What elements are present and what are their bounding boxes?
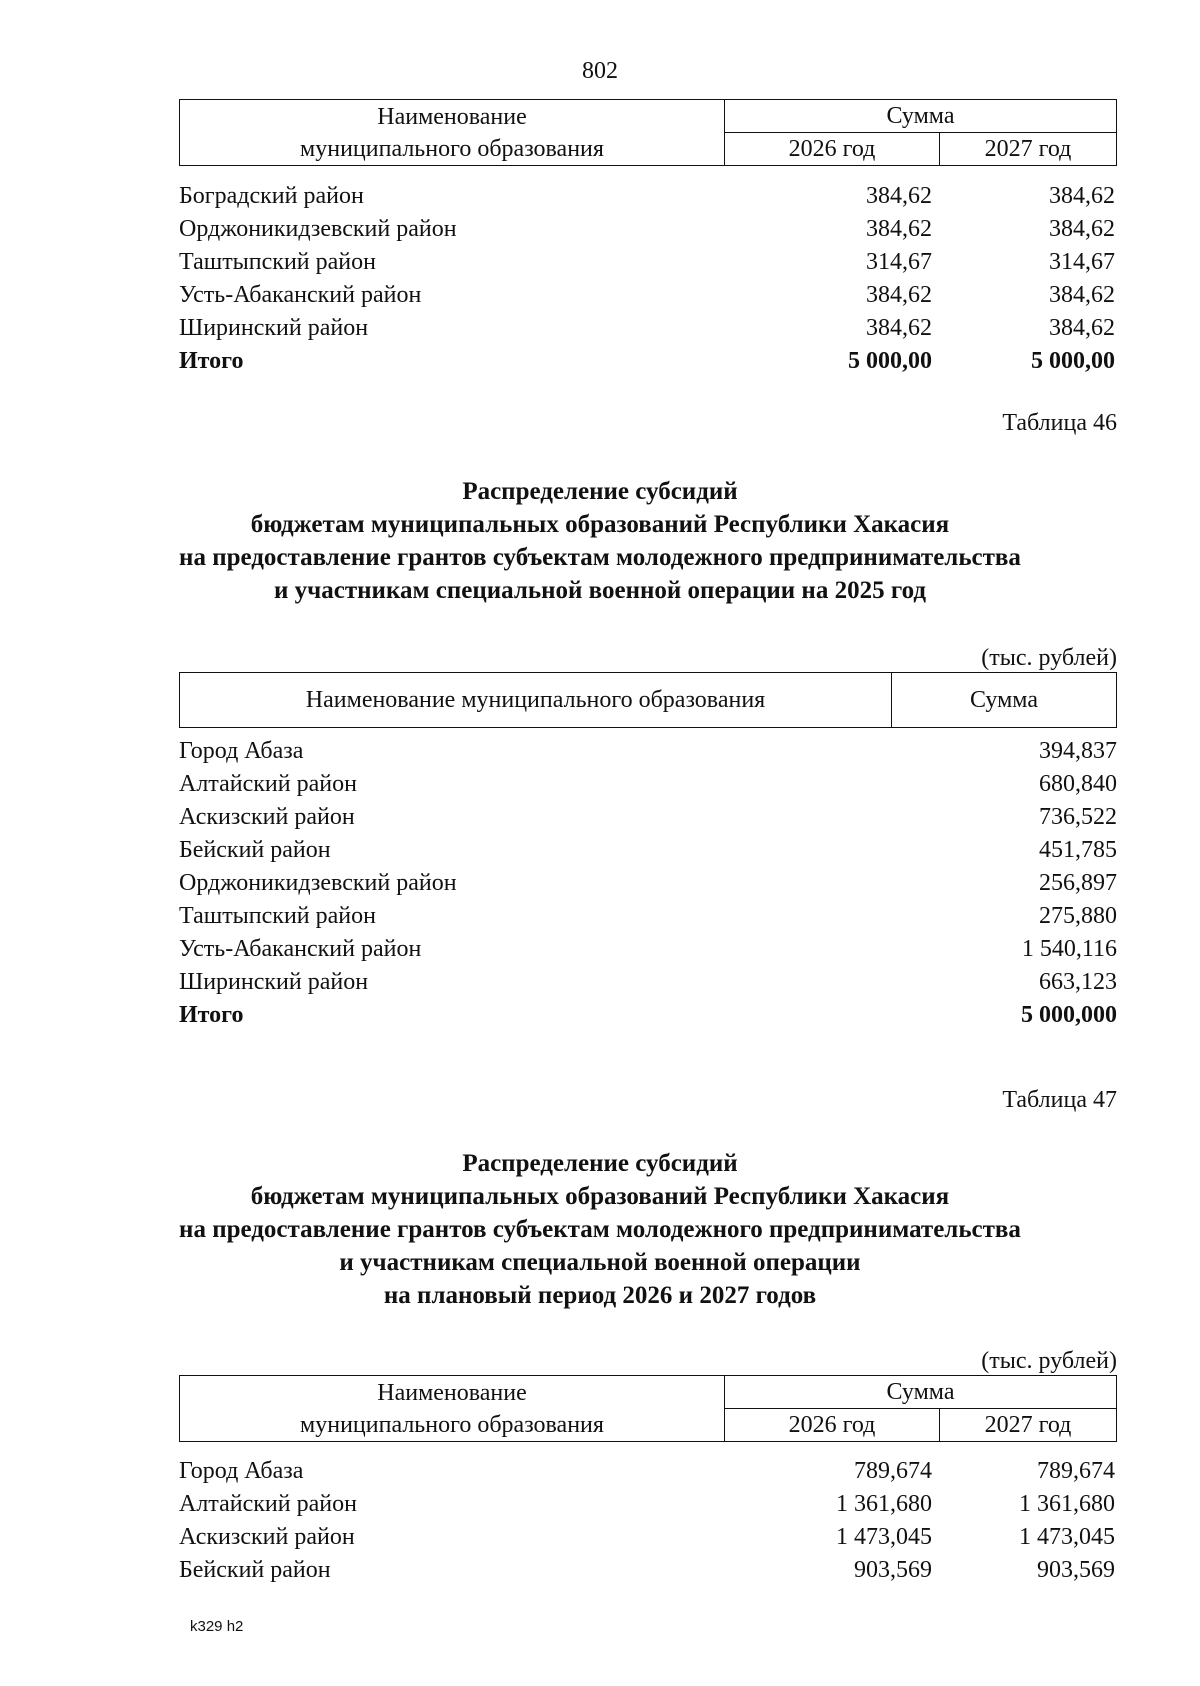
total-row: Итого 5 000,00 5 000,00 [179,348,1115,374]
total-row: Итого 5 000,000 [179,1002,1117,1028]
column-header-name: Наименование муниципального образования [180,1376,725,1442]
table-47-unit: (тыс. рублей) [981,1348,1117,1374]
page-number: 802 [582,58,618,84]
table-47-body [179,1455,1117,1587]
table-cont-header [179,99,1117,166]
table-row: Таштыпский район 275,880 [179,903,1117,929]
table-row: Ширинский район 384,62 384,62 [179,315,1115,341]
table-row: Боградский район 384,62 384,62 [179,183,1115,209]
table-46-unit: (тыс. рублей) [981,645,1117,671]
column-header-year-1: 2026 год [725,1409,940,1442]
column-header-name: Наименование муниципального образования [180,100,725,166]
column-header-year-2: 2027 год [940,1409,1117,1442]
column-header-sum: Сумма [892,673,1117,728]
table-46-title: Распределение субсидий бюджетам муниципальных образований Республики Хакасия на предоставление грантов субъектам молодежного предпринимательства и участникам специальной военной операции на 2025 год [179,478,1021,604]
table-cont-body [179,180,1117,378]
table-row: Орджоникидзевский район 384,62 384,62 [179,216,1115,242]
table-row: Ширинский район 663,123 [179,969,1117,995]
table-47-header [179,1375,1117,1442]
table-row: Алтайский район 1 361,680 1 361,680 [179,1491,1115,1517]
table-row: Усть-Абаканский район 1 540,116 [179,936,1117,962]
table-row: Аскизский район 1 473,045 1 473,045 [179,1524,1115,1550]
table-row: Таштыпский район 314,67 314,67 [179,249,1115,275]
footer-code: k329 h2 [190,1618,244,1635]
table-47-title: Распределение субсидий бюджетам муниципальных образований Республики Хакасия на предоставление грантов субъектам молодежного предпринимательства и участникам специальной военной операции на плановый период 2026 и 2027 годов [179,1150,1021,1309]
table-47-label: Таблица 47 [1002,1087,1117,1113]
table-46-body [179,735,1117,1032]
table-row: Орджоникидзевский район 256,897 [179,870,1117,896]
table-46-label: Таблица 46 [1002,410,1117,436]
table-row: Город Абаза 789,674 789,674 [179,1458,1115,1484]
column-header-year-2: 2027 год [940,133,1117,166]
table-row: Бейский район 903,569 903,569 [179,1557,1115,1583]
column-header-year-1: 2026 год [725,133,940,166]
table-row: Аскизский район 736,522 [179,804,1117,830]
table-row: Усть-Абаканский район 384,62 384,62 [179,282,1115,308]
column-header-sum: Сумма [725,100,1117,133]
table-row: Алтайский район 680,840 [179,771,1117,797]
table-row: Город Абаза 394,837 [179,738,1117,764]
table-row: Бейский район 451,785 [179,837,1117,863]
column-header-sum: Сумма [725,1376,1117,1409]
table-46-header [179,672,1117,728]
column-header-name: Наименование муниципального образования [180,673,892,728]
